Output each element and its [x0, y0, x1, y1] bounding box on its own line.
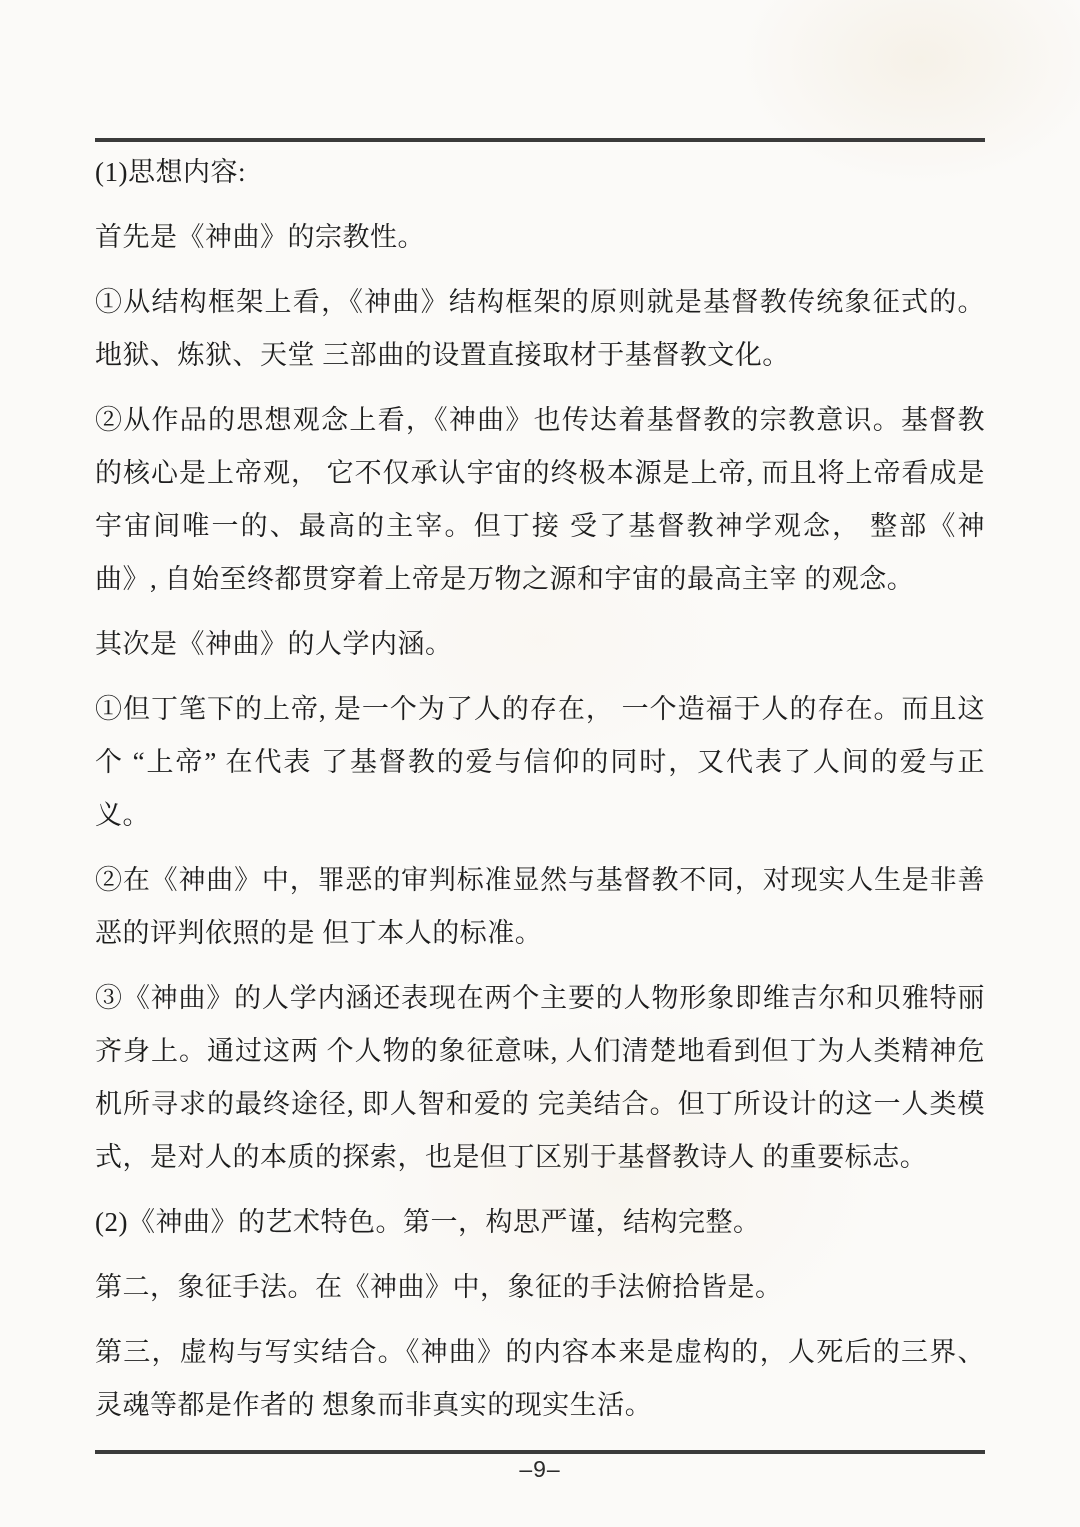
paragraph — [95, 1444, 985, 1446]
top-rule — [95, 138, 985, 142]
bottom-rule — [95, 1450, 985, 1454]
paragraph: 第二，象征手法。在《神曲》中，象征的手法俯拾皆是。 — [95, 1272, 783, 1302]
paragraph: ①从结构框架上看，《神曲》结构框架的原则就是基督教传统象征式的。地狱、炼狱、天堂 三部曲的设置直接取材于基督教文化。 — [95, 287, 985, 370]
paragraph: 首先是《神曲》的宗教性。 — [95, 222, 425, 252]
document-body — [95, 146, 985, 1446]
paragraph: (2)《神曲》的艺术特色。第一，构思严谨，结构完整。 — [95, 1207, 761, 1237]
paragraph: ②从作品的思想观念上看，《神曲》也传达着基督教的宗教意识。基督教的核心是上帝观， 它不仅承认宇宙的终极本源是上帝, 而且将上帝看成是宇宙间唯一的、最高的主宰。但丁接 受了基督教神学观念， 整部《神曲》, 自始至终都贯穿着上帝是万物之源和宇宙的最高主宰 的观念。 — [95, 405, 985, 594]
paragraph: ①但丁笔下的上帝, 是一个为了人的存在， 一个造福于人的存在。而且这个 “上帝” 在代表 了基督教的爱与信仰的同时，又代表了人间的爱与正义。 — [95, 694, 985, 830]
paragraph: 第三，虚构与写实结合。《神曲》的内容本来是虚构的，人死后的三界、灵魂等都是作者的 想象而非真实的现实生活。 — [95, 1337, 985, 1420]
paragraph: ③《神曲》的人学内涵还表现在两个主要的人物形象即维吉尔和贝雅特丽齐身上。通过这两 个人物的象征意味, 人们清楚地看到但丁为人类精神危机所寻求的最终途径, 即人智和爱的 完美结合。但丁所设计的这一人类模式，是对人的本质的探索，也是但丁区别于基督教诗人 的重要标志。 — [95, 983, 985, 1172]
page-number: –9– — [519, 1456, 561, 1482]
paragraph: (1)思想内容: — [95, 157, 246, 187]
paragraph: 其次是《神曲》的人学内涵。 — [95, 629, 453, 659]
paragraph: ②在《神曲》中，罪恶的审判标准显然与基督教不同，对现实人生是非善恶的评判依照的是 但丁本人的标准。 — [95, 865, 985, 948]
